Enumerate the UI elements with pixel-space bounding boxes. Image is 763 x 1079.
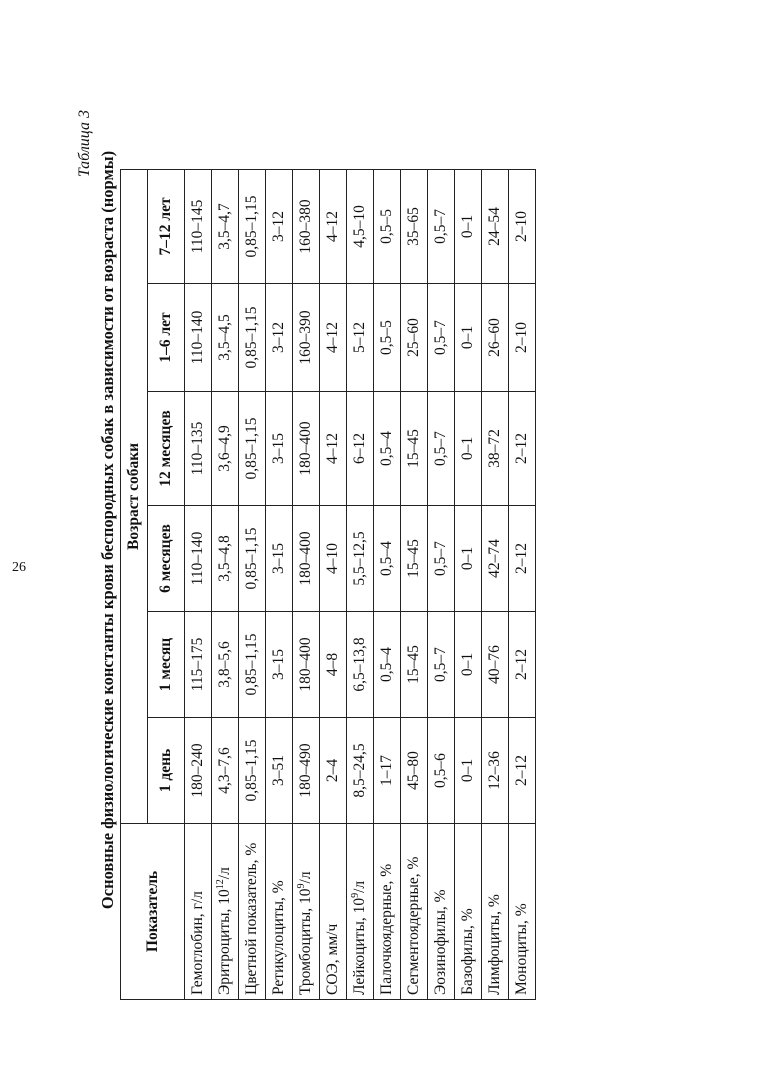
row-label: Эозинофилы, % bbox=[428, 824, 455, 1000]
value-cell: 4,3–7,6 bbox=[212, 718, 239, 824]
row-label: Ретикулоциты, % bbox=[266, 824, 293, 1000]
value-cell: 0–1 bbox=[455, 506, 482, 612]
value-cell: 3,8–5,6 bbox=[212, 612, 239, 718]
value-cell: 15–45 bbox=[401, 612, 428, 718]
table-title: Основные физиологические константы крови беспородных собак в зависимости от возраста (нормы) bbox=[98, 150, 117, 910]
value-cell: 2–12 bbox=[509, 612, 536, 718]
value-cell: 2–12 bbox=[509, 392, 536, 506]
table-row bbox=[428, 169, 455, 999]
row-label: СОЭ, мм/ч bbox=[320, 824, 347, 1000]
value-cell: 24–54 bbox=[482, 169, 509, 283]
header-age: 6 месяцев bbox=[148, 506, 185, 612]
header-age-group: Возраст собаки bbox=[121, 169, 148, 823]
row-label: Цветной показатель, % bbox=[239, 824, 266, 1000]
value-cell: 0–1 bbox=[455, 169, 482, 283]
row-label: Сегментоядерные, % bbox=[401, 824, 428, 1000]
value-cell: 4,5–10 bbox=[347, 169, 374, 283]
value-cell: 35–65 bbox=[401, 169, 428, 283]
table-row bbox=[185, 169, 212, 999]
value-cell: 3–12 bbox=[266, 284, 293, 392]
row-label: Базофилы, % bbox=[455, 824, 482, 1000]
value-cell: 180–400 bbox=[293, 612, 320, 718]
value-cell: 110–135 bbox=[185, 392, 212, 506]
value-cell: 2–12 bbox=[509, 506, 536, 612]
table-row bbox=[293, 169, 320, 999]
blood-norms-table bbox=[120, 169, 536, 1000]
value-cell: 0,5–7 bbox=[428, 612, 455, 718]
value-cell: 0,5–4 bbox=[374, 392, 401, 506]
table-row bbox=[347, 169, 374, 999]
value-cell: 110–145 bbox=[185, 169, 212, 283]
value-cell: 115–175 bbox=[185, 612, 212, 718]
header-age: 1 день bbox=[148, 718, 185, 824]
value-cell: 6,5–13,8 bbox=[347, 612, 374, 718]
value-cell: 0,5–7 bbox=[428, 169, 455, 283]
value-cell: 5,5–12,5 bbox=[347, 506, 374, 612]
value-cell: 2–12 bbox=[509, 718, 536, 824]
header-indicator: Показатель bbox=[121, 824, 185, 1000]
value-cell: 0,5–7 bbox=[428, 392, 455, 506]
value-cell: 25–60 bbox=[401, 284, 428, 392]
value-cell: 0,5–5 bbox=[374, 169, 401, 283]
value-cell: 5–12 bbox=[347, 284, 374, 392]
value-cell: 180–240 bbox=[185, 718, 212, 824]
value-cell: 15–45 bbox=[401, 506, 428, 612]
value-cell: 1–17 bbox=[374, 718, 401, 824]
value-cell: 0,5–7 bbox=[428, 506, 455, 612]
header-age: 1 месяц bbox=[148, 612, 185, 718]
row-label: Моноциты, % bbox=[509, 824, 536, 1000]
table-body bbox=[185, 169, 536, 999]
table-row bbox=[509, 169, 536, 999]
value-cell: 45–80 bbox=[401, 718, 428, 824]
value-cell: 0,5–4 bbox=[374, 506, 401, 612]
page-number: 26 bbox=[12, 560, 26, 575]
row-label: Лимфоциты, % bbox=[482, 824, 509, 1000]
table-row bbox=[212, 169, 239, 999]
row-label: Эритроциты, $10^{12}/л$ bbox=[212, 824, 239, 1000]
value-cell: 0,85–1,15 bbox=[239, 612, 266, 718]
value-cell: 0–1 bbox=[455, 284, 482, 392]
value-cell: 0,85–1,15 bbox=[239, 392, 266, 506]
value-cell: 40–76 bbox=[482, 612, 509, 718]
value-cell: 0,5–4 bbox=[374, 612, 401, 718]
value-cell: 6–12 bbox=[347, 392, 374, 506]
rotated-page-content bbox=[76, 50, 676, 1010]
value-cell: 15–45 bbox=[401, 392, 428, 506]
value-cell: 0,85–1,15 bbox=[239, 169, 266, 283]
value-cell: 4–12 bbox=[320, 284, 347, 392]
row-label: Гемоглобин, г/л bbox=[185, 824, 212, 1000]
table-row bbox=[482, 169, 509, 999]
header-age: 1–6 лет bbox=[148, 284, 185, 392]
value-cell: 3,5–4,7 bbox=[212, 169, 239, 283]
row-label: Лейкоциты, $10^9/л$ bbox=[347, 824, 374, 1000]
value-cell: 4–12 bbox=[320, 169, 347, 283]
value-cell: 3,6–4,9 bbox=[212, 392, 239, 506]
table-row bbox=[401, 169, 428, 999]
value-cell: 110–140 bbox=[185, 506, 212, 612]
value-cell: 38–72 bbox=[482, 392, 509, 506]
value-cell: 3–15 bbox=[266, 506, 293, 612]
value-cell: 0–1 bbox=[455, 718, 482, 824]
value-cell: 160–380 bbox=[293, 169, 320, 283]
value-cell: 2–10 bbox=[509, 284, 536, 392]
value-cell: 180–490 bbox=[293, 718, 320, 824]
value-cell: 3–12 bbox=[266, 169, 293, 283]
table-row bbox=[374, 169, 401, 999]
value-cell: 0,5–6 bbox=[428, 718, 455, 824]
value-cell: 4–12 bbox=[320, 392, 347, 506]
value-cell: 2–10 bbox=[509, 169, 536, 283]
value-cell: 4–8 bbox=[320, 612, 347, 718]
value-cell: 2–4 bbox=[320, 718, 347, 824]
table-row bbox=[455, 169, 482, 999]
value-cell: 4–10 bbox=[320, 506, 347, 612]
value-cell: 180–400 bbox=[293, 392, 320, 506]
table-row bbox=[239, 169, 266, 999]
table-label: Таблица 3 bbox=[76, 110, 93, 178]
header-age: 7–12 лет bbox=[148, 169, 185, 283]
value-cell: 0,85–1,15 bbox=[239, 284, 266, 392]
value-cell: 0–1 bbox=[455, 612, 482, 718]
value-cell: 180–400 bbox=[293, 506, 320, 612]
value-cell: 3–15 bbox=[266, 392, 293, 506]
value-cell: 8,5–24,5 bbox=[347, 718, 374, 824]
value-cell: 0,85–1,15 bbox=[239, 506, 266, 612]
table-row bbox=[266, 169, 293, 999]
value-cell: 42–74 bbox=[482, 506, 509, 612]
value-cell: 3,5–4,8 bbox=[212, 506, 239, 612]
value-cell: 0,85–1,15 bbox=[239, 718, 266, 824]
row-label: Тромбоциты, $10^9/л$ bbox=[293, 824, 320, 1000]
table-row bbox=[320, 169, 347, 999]
value-cell: 3–15 bbox=[266, 612, 293, 718]
value-cell: 0–1 bbox=[455, 392, 482, 506]
value-cell: 3–51 bbox=[266, 718, 293, 824]
value-cell: 0,5–5 bbox=[374, 284, 401, 392]
value-cell: 160–390 bbox=[293, 284, 320, 392]
value-cell: 3,5–4,5 bbox=[212, 284, 239, 392]
row-label: Палочкоядерные, % bbox=[374, 824, 401, 1000]
value-cell: 12–36 bbox=[482, 718, 509, 824]
value-cell: 110–140 bbox=[185, 284, 212, 392]
value-cell: 26–60 bbox=[482, 284, 509, 392]
header-age: 12 месяцев bbox=[148, 392, 185, 506]
value-cell: 0,5–7 bbox=[428, 284, 455, 392]
